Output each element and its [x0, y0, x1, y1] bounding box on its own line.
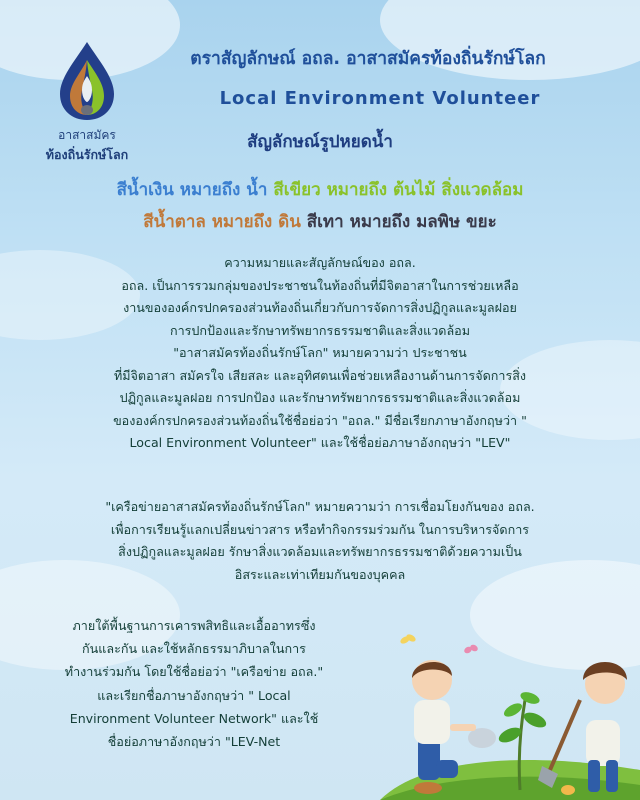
means-word: หมายถึง [349, 212, 411, 232]
text-line: ทำงานร่วมกัน โดยใช้ชื่อย่อว่า "เครือข่าย อถล." [64, 664, 324, 680]
text-line: และเรียกชื่อภาษาอังกฤษว่า " Local [97, 687, 291, 703]
bird-icon [561, 785, 575, 795]
emblem-subtitle: สัญลักษณ์รูปหยดน้ำ [247, 132, 393, 152]
color-name-gray: สีเทา [306, 212, 344, 232]
text-line: กันและกัน และใช้หลักธรรมาภิบาลในการ [82, 641, 306, 657]
butterfly-icon [399, 633, 417, 645]
meaning-pollution: มลพิษ ขยะ [416, 212, 497, 232]
paragraph-network [20, 496, 620, 586]
kids-planting-tree-illustration [380, 620, 640, 800]
page-title-english: Local Environment Volunteer [219, 88, 541, 109]
text-line: ที่มีจิตอาสา สมัครใจ เสียสละ และอุทิศตนเพื่อช่วยเหลืองานด้านการจัดการสิ่ง [113, 367, 527, 383]
text-line: ขององค์กรปกครองส่วนท้องถิ่นใช้ชื่อย่อว่า "อถล." มีชื่อเรียกภาษาอังกฤษว่า " [113, 412, 527, 428]
means-word: หมายถึง [326, 180, 388, 200]
text-line: Local Environment Volunteer" และใช้ชื่อย่อภาษาอังกฤษว่า "LEV" [129, 435, 511, 450]
text-line: เพื่อการเรียนรู้แลกเปลี่ยนข่าวสาร หรือทำกิจกรรมร่วมกัน ในการบริหารจัดการ [110, 521, 530, 537]
color-name-brown: สีน้ำตาล [143, 212, 206, 232]
means-word: หมายถึง [179, 180, 241, 200]
text-line: อถล. เป็นการรวมกลุ่มของประชาชนในท้องถิ่นที่มีจิตอาสาในการช่วยเหลือ [121, 277, 519, 293]
text-line: อิสระและเท่าเทียมกันของบุคคล [234, 566, 406, 582]
paragraph-meaning [20, 252, 620, 455]
shovel-icon [550, 700, 580, 770]
text-line: ภายใต้พื้นฐานการเคารพสิทธิและเอื้ออาทรซึ่ง [72, 618, 316, 633]
water-drop-logo-icon [52, 40, 122, 122]
logo-text-line1: อาสาสมัคร [58, 128, 116, 142]
text-line: ชื่อย่อภาษาอังกฤษว่า "LEV-Net [107, 734, 281, 750]
text-line: ปฏิกูลและมูลฝอย การปกป้อง และรักษาทรัพยากรธรรมชาติและสิ่งแวดล้อม [119, 390, 521, 405]
meaning-trees: ต้นไม้ สิ่งแวดล้อม [393, 180, 524, 200]
paragraph-principles [14, 614, 374, 753]
text-line: Environment Volunteer Network" และใช้ [69, 710, 319, 726]
text-line: การปกป้องและรักษาทรัพยากรธรรมชาติและสิ่งแวดล้อม [169, 322, 471, 338]
meaning-water: น้ำ [246, 180, 268, 200]
page-title: ตราสัญลักษณ์ อถล. อาสาสมัครท้องถิ่นรักษ์โลก [190, 49, 546, 69]
text-line: "อาสาสมัครท้องถิ่นรักษ์โลก" หมายความว่า ประชาชน [173, 345, 467, 360]
text-line: สิ่งปฏิกูลและมูลฝอย รักษาสิ่งแวดล้อมและทรัพยากรธรรมชาติด้วยความเป็น [118, 544, 522, 559]
color-meaning-line-1 [0, 176, 640, 203]
color-name-green: สีเขียว [273, 180, 321, 200]
text-line: ความหมายและสัญลักษณ์ของ อถล. [224, 255, 416, 270]
logo-text-line2: ท้องถิ่นรักษ์โลก [45, 147, 129, 162]
butterfly-icon [463, 643, 479, 654]
means-word: หมายถึง [211, 212, 273, 232]
meaning-soil: ดิน [278, 212, 301, 232]
color-meaning-line-2 [0, 208, 640, 235]
text-line: งานขององค์กรปกครองส่วนท้องถิ่นเกี่ยวกับการจัดการสิ่งปฏิกูลและมูลฝอย [123, 300, 517, 315]
color-name-blue: สีน้ำเงิน [116, 180, 174, 200]
text-line: "เครือข่ายอาสาสมัครท้องถิ่นรักษ์โลก" หมายความว่า การเชื่อมโยงกันของ อถล. [105, 499, 535, 514]
